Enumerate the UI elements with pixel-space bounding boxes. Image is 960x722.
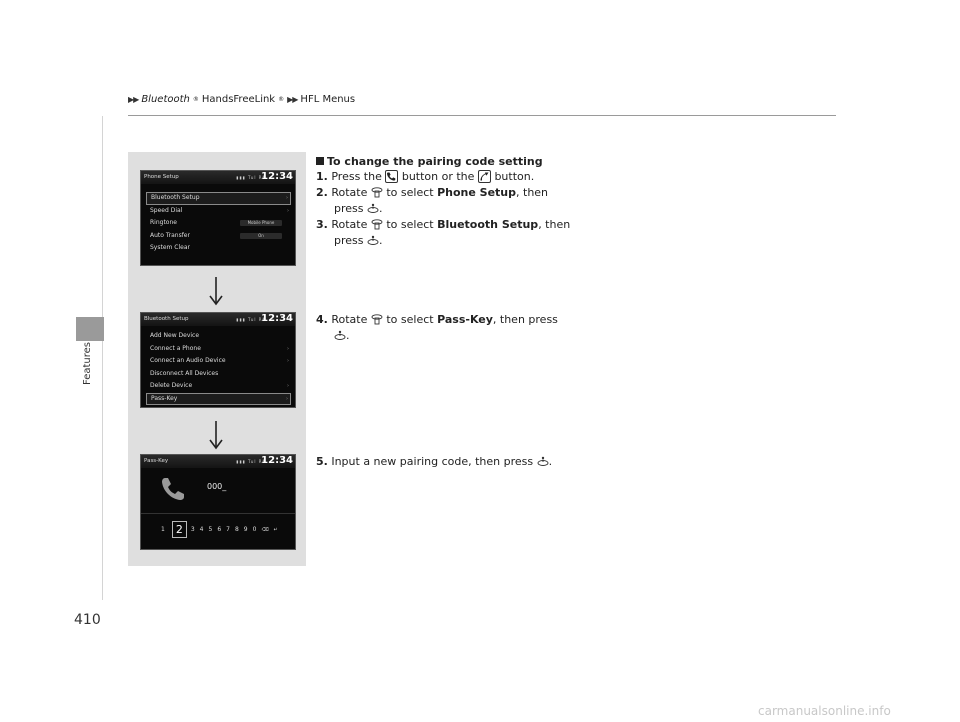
pickup-button-icon xyxy=(478,170,491,183)
breadcrumb-arrow-icon: ▶▶ xyxy=(128,95,139,104)
step-text: Input a new pairing code, then press xyxy=(331,455,534,468)
menu-item-label: Pass-Key xyxy=(151,394,178,402)
ringtone-value: Mobile Phone xyxy=(240,220,282,226)
step-text: to select xyxy=(386,218,434,231)
header-rule xyxy=(128,115,836,116)
menu-item-label: Auto Transfer xyxy=(150,231,190,239)
down-arrow-icon xyxy=(204,276,228,306)
menu-item-auto-transfer[interactable] xyxy=(146,230,291,243)
chevron-right-icon: › xyxy=(287,207,289,214)
step-text: to select xyxy=(386,186,434,199)
section-tab-marker xyxy=(76,317,104,341)
bluetooth-setup-screen xyxy=(140,312,296,408)
digit-key[interactable]: 8 xyxy=(234,526,239,533)
step-text: . xyxy=(379,234,383,247)
step-number: 4. xyxy=(316,313,328,326)
step-text: . xyxy=(548,455,553,468)
menu-item-pass-key[interactable] xyxy=(146,393,291,406)
step-text: , then xyxy=(538,218,571,231)
menu-item-ringtone[interactable] xyxy=(146,217,291,230)
rotate-knob-icon xyxy=(371,313,383,325)
menu-item-system-clear[interactable] xyxy=(146,242,291,255)
pass-key-screen xyxy=(140,454,296,550)
step-text: button or the xyxy=(401,170,475,183)
auto-transfer-value: On xyxy=(240,233,282,239)
breadcrumb-arrow-icon: ▶▶ xyxy=(287,95,298,104)
step-number: 1. xyxy=(316,170,328,183)
chevron-right-icon: › xyxy=(287,383,289,389)
rotate-knob-icon xyxy=(371,186,383,198)
chevron-right-icon: › xyxy=(286,195,288,201)
menu-item-label: Delete Device xyxy=(150,382,193,389)
chevron-right-icon: › xyxy=(287,358,289,364)
step-text: . xyxy=(346,329,350,342)
step-text: . xyxy=(379,202,383,215)
section-heading xyxy=(316,155,543,168)
digit-key-selected[interactable]: 2 xyxy=(172,521,187,538)
menu-item-connect-phone[interactable] xyxy=(146,343,291,356)
status-icons: ▮▮▮ Tul RM xyxy=(233,175,267,180)
step-3-cont xyxy=(316,233,383,249)
menu-item-label: Speed Dial xyxy=(150,206,183,214)
phone-setup-screen xyxy=(140,170,296,266)
step-2 xyxy=(316,185,548,201)
step-emphasis: Pass-Key xyxy=(437,313,493,326)
step-text: press xyxy=(334,202,364,215)
phone-button-icon xyxy=(385,170,398,183)
status-icons: ▮▮▮ Tul RM xyxy=(233,459,267,464)
step-number: 3. xyxy=(316,218,328,231)
step-text: Rotate xyxy=(331,186,368,199)
step-text: Press the xyxy=(331,170,382,183)
chevron-right-icon: › xyxy=(286,395,288,402)
menu-item-label: Disconnect All Devices xyxy=(150,369,219,377)
digit-selector[interactable] xyxy=(161,521,283,538)
backspace-icon[interactable]: ⌫ xyxy=(261,526,269,533)
breadcrumb-handsfreelink[interactable]: HandsFreeLink xyxy=(201,94,276,105)
enter-icon[interactable]: ↵ xyxy=(273,526,278,533)
step-text: Rotate xyxy=(331,313,368,326)
digit-key[interactable]: 5 xyxy=(208,526,213,533)
section-label: Features xyxy=(82,342,93,385)
menu-item-add-new-device[interactable] xyxy=(146,330,291,343)
menu-item-label: Ringtone xyxy=(150,219,177,226)
step-emphasis: Phone Setup xyxy=(437,186,517,199)
press-knob-icon xyxy=(334,329,346,341)
digit-key[interactable]: 6 xyxy=(217,526,222,533)
menu-item-connect-audio[interactable] xyxy=(146,355,291,368)
separator xyxy=(141,513,295,514)
step-4 xyxy=(316,312,558,328)
digit-key[interactable]: 1 xyxy=(161,526,165,533)
step-text: , then xyxy=(516,186,549,199)
step-number: 5. xyxy=(316,455,328,468)
breadcrumb-bluetooth[interactable]: Bluetooth xyxy=(141,94,190,105)
screen-title: Pass-Key xyxy=(144,458,169,464)
menu-item-label: System Clear xyxy=(150,244,190,251)
digit-key[interactable]: 0 xyxy=(252,526,257,533)
step-3 xyxy=(316,217,570,233)
menu-item-delete-device[interactable] xyxy=(146,380,291,393)
page-number: 410 xyxy=(74,612,101,628)
rotate-knob-icon xyxy=(371,218,383,230)
heading-text: To change the pairing code setting xyxy=(327,155,543,168)
phone-handset-icon xyxy=(159,475,187,503)
chevron-right-icon: › xyxy=(287,345,289,352)
step-text: Rotate xyxy=(331,218,368,231)
clock: 12:34 xyxy=(261,313,293,324)
side-rule xyxy=(102,116,103,600)
menu-item-speed-dial[interactable] xyxy=(146,205,291,218)
digit-key[interactable]: 4 xyxy=(199,526,204,533)
press-knob-icon xyxy=(367,202,379,214)
pairing-code-display: 000_ xyxy=(207,482,227,491)
clock: 12:34 xyxy=(261,171,293,182)
menu-item-label: Add New Device xyxy=(150,332,200,339)
step-4-cont xyxy=(316,328,350,344)
digit-key[interactable]: 7 xyxy=(226,526,230,533)
watermark: carmanualsonline.info xyxy=(758,704,891,718)
step-text: button. xyxy=(494,170,535,183)
menu-item-label: Connect a Phone xyxy=(150,344,201,352)
step-text: press xyxy=(334,234,364,247)
press-knob-icon xyxy=(537,455,549,467)
menu-item-label: Bluetooth Setup xyxy=(151,194,200,201)
step-number: 2. xyxy=(316,186,328,199)
clock: 12:34 xyxy=(261,455,293,466)
press-knob-icon xyxy=(367,234,379,246)
breadcrumb xyxy=(128,94,355,105)
screen-title: Phone Setup xyxy=(144,174,179,180)
step-emphasis: Bluetooth Setup xyxy=(437,218,539,231)
step-2-cont xyxy=(316,201,383,217)
step-5 xyxy=(316,454,552,470)
status-icons: ▮▮▮ Tul RM xyxy=(233,317,267,322)
step-1 xyxy=(316,169,534,185)
registered-mark: ® xyxy=(192,96,199,103)
down-arrow-icon xyxy=(204,420,228,450)
screen-title: Bluetooth Setup xyxy=(144,316,189,322)
menu-item-disconnect-all[interactable] xyxy=(146,368,291,381)
digit-key[interactable]: 9 xyxy=(243,526,248,533)
step-text: to select xyxy=(386,313,434,326)
breadcrumb-hfl-menus[interactable]: HFL Menus xyxy=(300,94,356,105)
digit-key[interactable]: 3 xyxy=(190,526,195,533)
menu-item-bluetooth-setup[interactable] xyxy=(146,192,291,205)
heading-bullet-icon xyxy=(316,157,324,165)
menu-item-label: Connect an Audio Device xyxy=(150,357,226,364)
registered-mark: ® xyxy=(278,96,285,103)
step-text: , then press xyxy=(492,313,558,326)
